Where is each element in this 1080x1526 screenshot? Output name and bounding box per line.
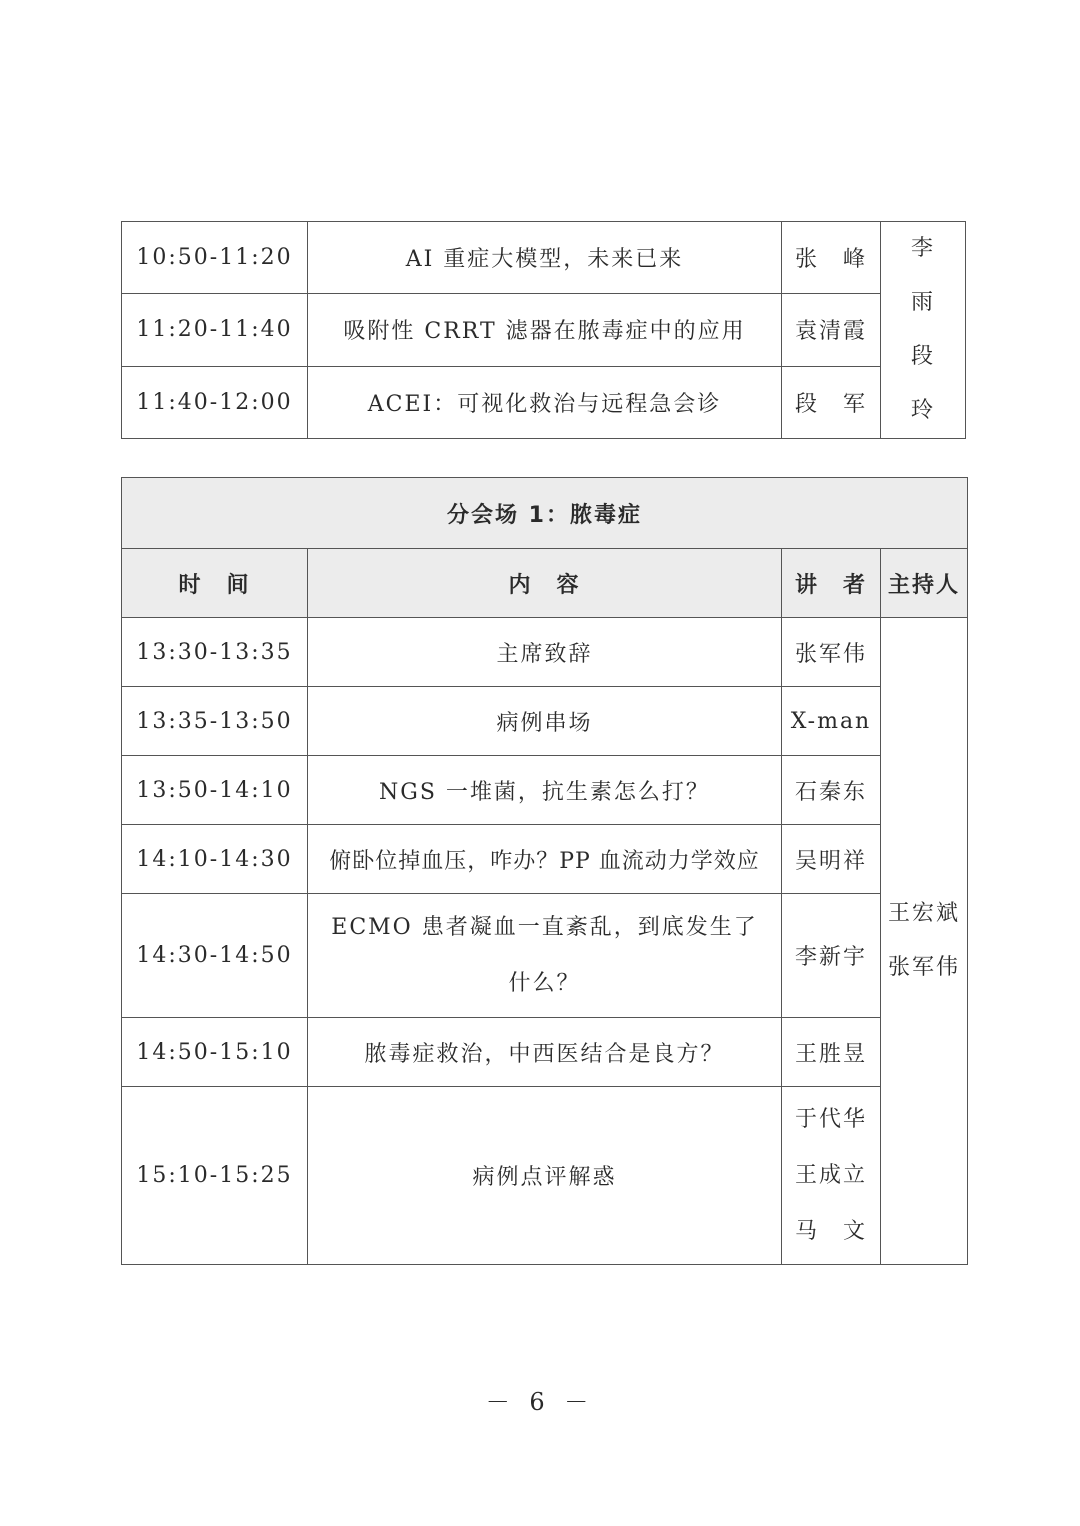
session-time: 14:30-14:50 [122,894,308,1018]
header-time: 时 间 [122,549,308,618]
session-speakers-cell [782,1087,881,1265]
session-content: 主席致辞 [308,618,782,687]
session-content: 吸附性 CRRT 滤器在脓毒症中的应用 [308,294,782,366]
session-speaker: 张 峰 [782,222,881,294]
table-row [122,294,966,366]
session-speaker: 石秦东 [782,756,881,825]
table-row [122,756,968,825]
table-row [122,825,968,894]
session-time: 10:50-11:20 [122,222,308,294]
session-speaker: 王成立 [794,1162,867,1188]
session-time: 11:40-12:00 [122,366,308,438]
session-host-cell [881,222,984,439]
session-time: 14:50-15:10 [122,1018,308,1087]
page-number: － 6 － [485,1388,595,1416]
table-row [122,1018,968,1087]
table-row [122,366,966,438]
session-speaker: 段 军 [782,366,881,438]
morning-schedule-table [121,221,984,439]
session-content: 脓毒症救治，中西医结合是良方？ [308,1018,782,1087]
table-row [122,1087,968,1265]
table-row [122,222,966,294]
session-content: ECMO 患者凝血一直紊乱，到底发生了什么？ [308,894,782,1018]
session-speaker: 张军伟 [782,618,881,687]
session-content: NGS 一堆菌，抗生素怎么打？ [308,756,782,825]
session-speaker: 马 文 [794,1218,867,1244]
table-row [122,687,968,756]
header-host: 主持人 [881,549,968,618]
session-content: 病例点评解惑 [308,1087,782,1265]
header-speaker: 讲 者 [782,549,881,618]
session-speaker: 吴明祥 [782,825,881,894]
session-content: 病例串场 [308,687,782,756]
session-content: ACEI：可视化救治与远程急会诊 [308,366,782,438]
branch-title-row [122,478,968,549]
session-content: AI 重症大模型，未来已来 [308,222,782,294]
session-speaker: 李新宇 [782,894,881,1018]
table-row [122,894,968,1018]
session-time: 15:10-15:25 [122,1087,308,1265]
host-name: 段 玲 [910,344,984,423]
header-content: 内 容 [308,549,782,618]
branch-title: 分会场 1：脓毒症 [122,478,968,549]
session-time: 13:35-13:50 [122,687,308,756]
session-speaker: 袁清霞 [782,294,881,366]
table-header-row [122,549,968,618]
session-content: 俯卧位掉血压，咋办？PP 血流动力学效应 [308,825,782,894]
host-name: 张军伟 [887,955,960,980]
session-speaker: X-man [782,687,881,756]
session-time: 13:50-14:10 [122,756,308,825]
session-host-cell [881,618,968,1265]
session-time: 14:10-14:30 [122,825,308,894]
branch-schedule-table [121,477,968,1265]
host-name: 李 雨 [910,236,984,315]
host-name: 王宏斌 [887,901,960,926]
session-time: 13:30-13:35 [122,618,308,687]
session-speaker: 于代华 [794,1106,867,1132]
session-time: 11:20-11:40 [122,294,308,366]
table-row [122,618,968,687]
session-speaker: 王胜昱 [782,1018,881,1087]
